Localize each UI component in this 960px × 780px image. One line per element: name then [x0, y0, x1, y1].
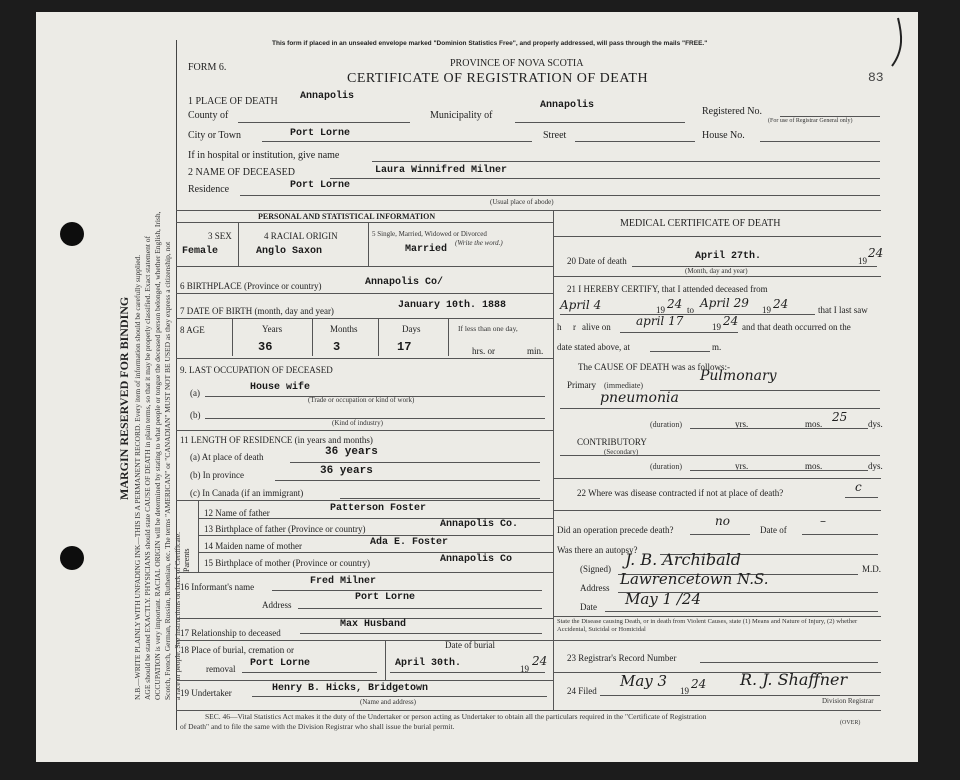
m-label: m.: [712, 342, 722, 352]
racial-origin-label: 4 RACIAL ORIGIN: [264, 231, 338, 241]
parents-label: Parents: [182, 548, 191, 572]
primary-duration-label: (duration): [650, 420, 682, 429]
physician-address-label: Address: [580, 583, 610, 593]
father-birthplace-value: Annapolis Co.: [440, 519, 519, 530]
occupation-note: (Trade or occupation or kind of work): [308, 396, 415, 404]
mother-birthplace-value: Annapolis Co: [440, 554, 513, 565]
physician-address-value: Lawrencetown N.S.: [620, 570, 769, 588]
house-no-label: House No.: [702, 130, 745, 141]
to-year-prefix: 19: [762, 305, 771, 315]
occupation-a-label: (a): [190, 388, 200, 398]
medical-heading: MEDICAL CERTIFICATE OF DEATH: [620, 218, 781, 229]
certify-label: 21 I HEREBY CERTIFY, that I attended deceased from: [567, 284, 768, 294]
margin-note-2: AGE should be stated EXACTLY. PHYSICIANS should state CAUSE OF DEATH in plain terms, so that it may be properly classified. Exact statement of: [143, 235, 152, 700]
autopsy-label: Was there an autopsy?: [557, 545, 638, 555]
birthplace-value: Annapolis Co/: [365, 277, 444, 288]
to-label: to: [687, 305, 695, 315]
registrar-signature: R. J. Shaffner: [740, 670, 848, 689]
in-canada-label: (c) In Canada (if an immigrant): [190, 488, 304, 498]
filed-year-value: 24: [691, 677, 707, 691]
margin-note-5: a race or people. See instructions on back of Certificate.: [173, 531, 182, 700]
relationship-value: Max Husband: [340, 619, 407, 630]
section-top-rule: [176, 210, 881, 211]
age-months-value: 3: [333, 340, 341, 354]
occupation-b-label: (b): [190, 410, 201, 420]
death-date-label: 20 Date of death: [567, 256, 627, 266]
sex-label: 3 SEX: [208, 231, 232, 241]
division-registrar-label: Division Registrar: [822, 697, 874, 705]
signed-label: (Signed): [580, 564, 611, 574]
alive-on-value: april 17: [636, 314, 684, 328]
registrar-use-note: (For use of Registrar General only): [768, 118, 853, 124]
filed-date-value: May 3: [620, 672, 668, 690]
margin-rule: [176, 40, 177, 730]
form-number: FORM 6.: [188, 62, 227, 73]
sign-date-label: Date: [580, 602, 597, 612]
deceased-name-label: 2 NAME OF DECEASED: [188, 167, 295, 178]
primary-label: Primary: [567, 380, 596, 390]
primary-yrs-label: yrs.: [735, 419, 749, 429]
over-label: (OVER): [840, 720, 861, 726]
age-days-value: 17: [397, 340, 412, 354]
contributory-duration-label: (duration): [650, 462, 682, 471]
county-value: Annapolis: [300, 91, 355, 102]
undertaker-value: Henry B. Hicks, Bridgetown: [272, 683, 429, 694]
contributory-yrs-label: yrs.: [735, 461, 749, 471]
death-date-value: April 27th.: [695, 251, 762, 262]
death-year-prefix: 19: [858, 256, 867, 266]
cause-heading: The CAUSE OF DEATH was as follows:-: [578, 362, 730, 372]
operation-date-value: –: [820, 514, 826, 528]
filed-year-prefix: 19: [680, 686, 689, 696]
column-divider: [553, 210, 554, 710]
residence-value: Port Lorne: [290, 180, 351, 191]
marital-note: (Write the word.): [455, 239, 503, 247]
relationship-label: 17 Relationship to deceased: [180, 628, 281, 638]
undertaker-note: (Name and address): [360, 698, 416, 706]
her-suffix: r: [573, 322, 576, 332]
primary-cause-line-1: Pulmonary: [700, 368, 777, 384]
age-label: 8 AGE: [180, 325, 205, 335]
margin-note-4: Scotch, French, German, Russian, Ruthenian, etc. The terms "AMERICAN" or "CANADIAN" MUST NOT BE USED as they express a citizenship, not: [163, 241, 172, 700]
min-label: min.: [527, 346, 544, 356]
burial-place-value: Port Lorne: [250, 658, 311, 669]
to-year-value: 24: [773, 297, 789, 311]
record-number-label: 23 Registrar's Record Number: [567, 653, 677, 663]
alive-year-value: 24: [723, 314, 739, 328]
at-place-value: 36 years: [325, 446, 378, 458]
death-year-value: 24: [868, 246, 884, 260]
informant-address-label: Address: [262, 600, 292, 610]
sex-value: Female: [182, 246, 219, 257]
hospital-label: If in hospital or institution, give name: [188, 150, 340, 161]
dob-label: 7 DATE OF BIRTH (month, day and year): [180, 306, 334, 316]
certificate-title: CERTIFICATE OF REGISTRATION OF DEATH: [347, 71, 649, 86]
at-place-label: (a) At place of death: [190, 452, 264, 462]
immediate-label: (immediate): [604, 381, 644, 390]
primary-days-value: 25: [832, 410, 848, 424]
margin-note-1: N.B.—WRITE PLAINLY WITH UNFADING INK—THIS IS A PERMANENT RECORD. Every item of information should be carefully supplied.: [133, 254, 142, 700]
alive-year-prefix: 19: [712, 322, 721, 332]
father-birthplace-label: 13 Birthplace of father (Province or country): [204, 524, 366, 534]
informant-address-value: Port Lorne: [355, 592, 416, 603]
secondary-label: (Secondary): [604, 448, 639, 456]
burial-date-value: April 30th.: [395, 658, 462, 669]
occupation-value: House wife: [250, 382, 311, 393]
hrs-label: hrs. or: [472, 346, 495, 356]
from-year-prefix: 19: [656, 305, 665, 315]
primary-dys-label: dys.: [868, 419, 883, 429]
age-months-label: Months: [330, 324, 358, 334]
undertaker-label: 19 Undertaker: [180, 688, 232, 698]
disease-place-label: 22 Where was disease contracted if not at place of death?: [577, 488, 784, 498]
racial-origin-value: Anglo Saxon: [256, 246, 323, 257]
section-46-line-2: of Death" and to file the same with the Division Registrar who shall issue the burial permit.: [180, 722, 455, 731]
attended-to-value: April 29: [700, 296, 749, 310]
residence-label: Residence: [188, 184, 230, 195]
registered-no-label: Registered No.: [702, 106, 762, 117]
binder-hole-top: [60, 222, 84, 246]
in-province-label: (b) In province: [190, 470, 244, 480]
violent-causes-note: State the Disease causing Death, or in death from Violent Causes, state (1) Means and Nature of Injury, (2) whether Accidental, Suicidal or Homicidal: [557, 618, 858, 633]
contributory-label: CONTRIBUTORY: [577, 437, 647, 447]
less-than-day-label: If less than one day,: [458, 324, 518, 333]
from-year-value: 24: [667, 297, 683, 311]
physician-signature: J. B. Archibald: [625, 550, 741, 569]
city-value: Port Lorne: [290, 128, 351, 139]
father-value: Patterson Foster: [330, 503, 427, 514]
city-label: City or Town: [188, 130, 242, 141]
age-days-label: Days: [402, 324, 421, 334]
mother-birthplace-label: 15 Birthplace of mother (Province or country): [204, 558, 370, 568]
mother-value: Ada E. Foster: [370, 537, 449, 548]
municipality-value: Annapolis: [540, 100, 595, 111]
informant-label: 16 Informant's name: [180, 582, 255, 592]
county-label: County of: [188, 110, 229, 121]
mother-label: 14 Maiden name of mother: [204, 541, 302, 551]
disease-place-value: c: [855, 480, 862, 494]
operation-date-label: Date of: [760, 525, 787, 535]
her-prefix: h: [557, 322, 562, 332]
occupation-label: 9. LAST OCCUPATION OF DECEASED: [180, 365, 333, 375]
age-years-label: Years: [262, 324, 283, 334]
street-label: Street: [543, 130, 567, 141]
primary-mos-label: mos.: [805, 419, 823, 429]
binder-hole-bottom: [60, 546, 84, 570]
marital-status-label: 5 Single, Married, Widowed or Divorced: [372, 230, 487, 238]
operation-value: no: [715, 514, 730, 528]
last-saw-label: that I last saw: [818, 305, 868, 315]
province-heading: PROVINCE OF NOVA SCOTIA: [450, 58, 584, 69]
burial-year-prefix: 19: [520, 664, 529, 674]
personal-heading: PERSONAL AND STATISTICAL INFORMATION: [258, 212, 436, 221]
industry-note: (Kind of industry): [332, 419, 383, 427]
section-46-line-1: SEC. 46—Vital Statistics Act makes it the duty of the Undertaker or person acting as Undertaker to obtain all the particulars required in the "Certificate of Registration: [205, 712, 707, 721]
burial-place-label: 18 Place of burial, cremation or: [180, 645, 294, 655]
attended-from-value: April 4: [560, 298, 602, 312]
removal-label: removal: [206, 664, 236, 674]
md-label: M.D.: [862, 564, 882, 574]
month-day-year-note: (Month, day and year): [685, 267, 748, 275]
in-province-value: 36 years: [320, 465, 373, 477]
place-of-death-label: 1 PLACE OF DEATH: [188, 96, 278, 107]
age-years-value: 36: [258, 340, 273, 354]
page-number: 83: [868, 70, 884, 85]
contributory-mos-label: mos.: [805, 461, 823, 471]
sign-date-value: May 1 /24: [625, 590, 701, 608]
primary-cause-line-2: pneumonia: [600, 390, 679, 406]
father-label: 12 Name of father: [204, 508, 270, 518]
deceased-name-value: Laura Winnifred Milner: [375, 165, 508, 176]
usual-place-note: (Usual place of abode): [490, 198, 554, 206]
dob-value: January 10th. 1888: [398, 300, 507, 311]
burial-date-label: Date of burial: [445, 640, 495, 650]
filed-label: 24 Filed: [567, 686, 597, 696]
date-stated-label: date stated above, at: [557, 342, 630, 352]
birthplace-label: 6 BIRTHPLACE (Province or country): [180, 281, 322, 291]
length-of-residence-label: 11 LENGTH OF RESIDENCE (in years and months): [180, 435, 373, 445]
check-mark-icon: [880, 14, 910, 70]
marital-value: Married: [405, 244, 448, 255]
operation-label: Did an operation precede death?: [557, 525, 674, 535]
informant-value: Fred Milner: [310, 576, 377, 587]
burial-year-value: 24: [532, 654, 548, 668]
binding-margin-label: MARGIN RESERVED FOR BINDING: [117, 296, 131, 500]
alive-on-label: alive on: [582, 322, 611, 332]
municipality-label: Municipality of: [430, 110, 493, 121]
postal-note: This form if placed in an unsealed envelope marked "Dominion Statistics Free", and properly addressed, will pass through the mails "FREE.": [272, 40, 708, 47]
margin-note-3: OCCUPATION is very important. RACIAL ORIGIN will be determined by stating to what people or tongue the deceased person belonged, whether English, Irish,: [153, 211, 162, 700]
contributory-dys-label: dys.: [868, 461, 883, 471]
death-occurred-label: and that death occurred on the: [742, 322, 851, 332]
